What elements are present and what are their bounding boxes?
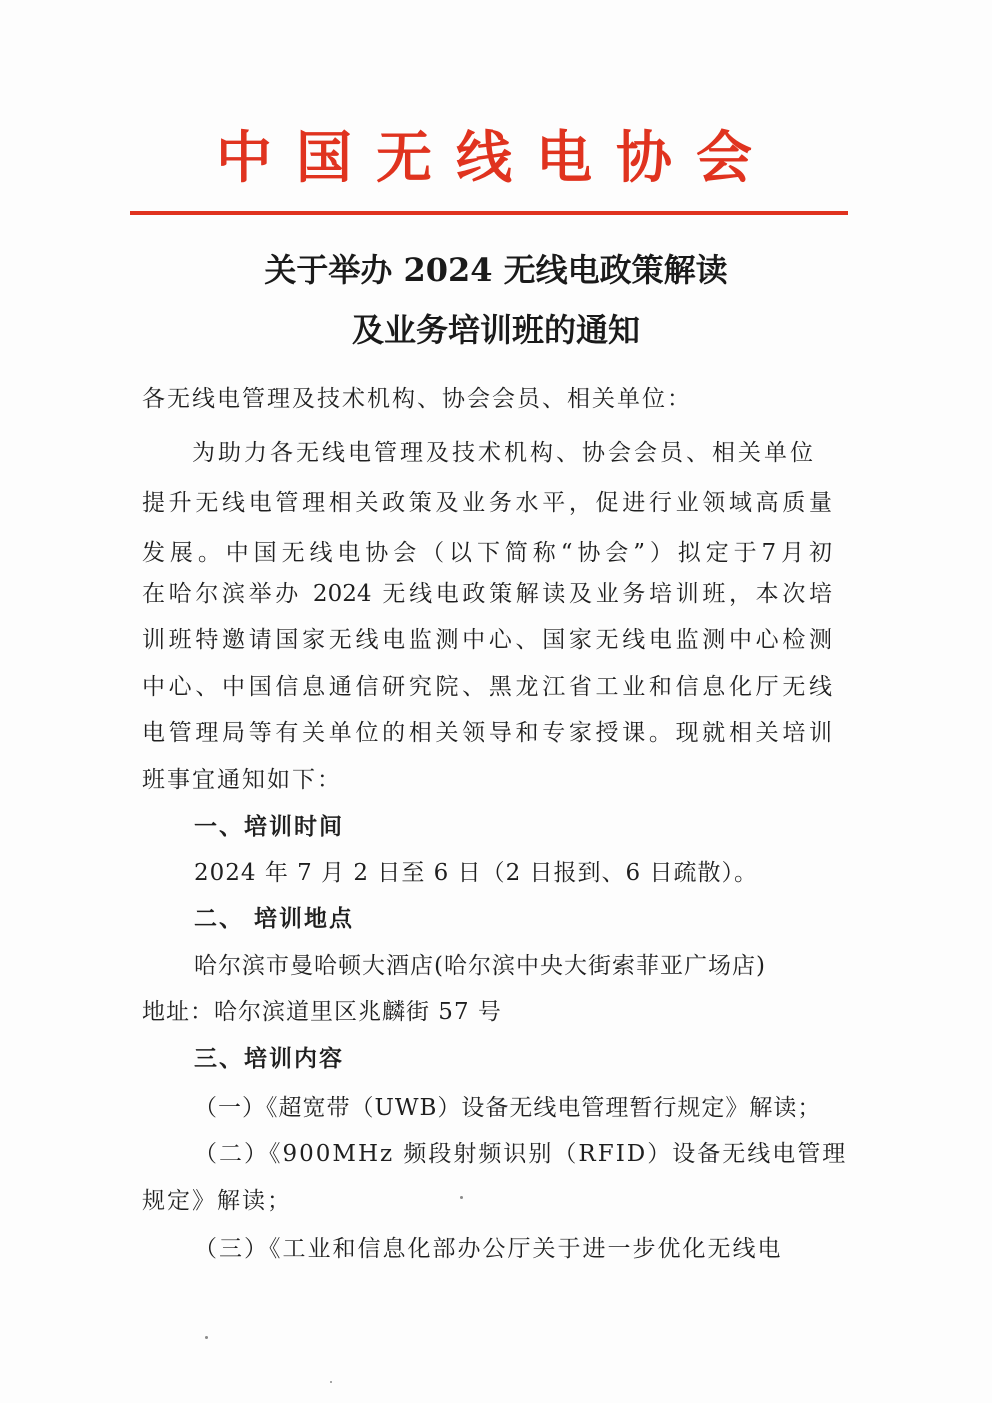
intro-line-1: 为助力各无线电管理及技术机构、协会会员、相关单位 xyxy=(192,440,816,466)
notice-title-line-1: 关于举办 2024 无线电政策解读 xyxy=(264,251,728,289)
content-item-3: （三）《工业和信息化部办公厅关于进一步优化无线电 xyxy=(194,1236,783,1262)
content-item-1: （一）《超宽带（UWB）设备无线电管理暂行规定》解读； xyxy=(194,1095,822,1121)
scan-speck xyxy=(330,1381,332,1383)
section-3-heading: 三、培训内容 xyxy=(194,1045,344,1072)
intro-line-3: 发展。中国无线电协会（以下简称“协会”）拟定于7月初 xyxy=(142,540,832,566)
section-1-heading: 一、培训时间 xyxy=(194,813,344,840)
header-divider xyxy=(130,211,848,215)
salutation: 各无线电管理及技术机构、协会会员、相关单位： xyxy=(142,386,692,412)
content-item-2-continued: 规定》解读； xyxy=(142,1188,292,1214)
intro-line-7: 电管理局等有关单位的相关领导和专家授课。现就相关培训 xyxy=(142,720,832,746)
intro-line-5: 训班特邀请国家无线电监测中心、国家无线电监测中心检测 xyxy=(142,627,832,653)
scan-speck xyxy=(205,1336,208,1339)
training-venue: 哈尔滨市曼哈顿大酒店(哈尔滨中央大街索菲亚广场店) xyxy=(194,953,766,979)
notice-title-line-2: 及业务培训班的通知 xyxy=(351,311,640,349)
organization-header: 中国无线电协会 xyxy=(216,125,776,191)
scan-speck xyxy=(460,1196,463,1199)
intro-line-2: 提升无线电管理相关政策及业务水平，促进行业领域高质量 xyxy=(142,490,832,516)
intro-line-6: 中心、中国信息通信研究院、黑龙江省工业和信息化厅无线 xyxy=(142,674,832,700)
training-time: 2024 年 7 月 2 日至 6 日（2 日报到、6 日疏散）。 xyxy=(194,860,758,886)
venue-address: 地址：哈尔滨道里区兆麟街 57 号 xyxy=(142,999,502,1025)
content-item-2: （二）《900MHz 频段射频识别（RFID）设备无线电管理 xyxy=(194,1141,848,1167)
intro-line-8: 班事宜通知如下： xyxy=(142,767,342,793)
section-2-heading: 二、 培训地点 xyxy=(194,905,355,932)
intro-line-4: 在哈尔滨举办 2024 无线电政策解读及业务培训班，本次培 xyxy=(142,581,832,607)
